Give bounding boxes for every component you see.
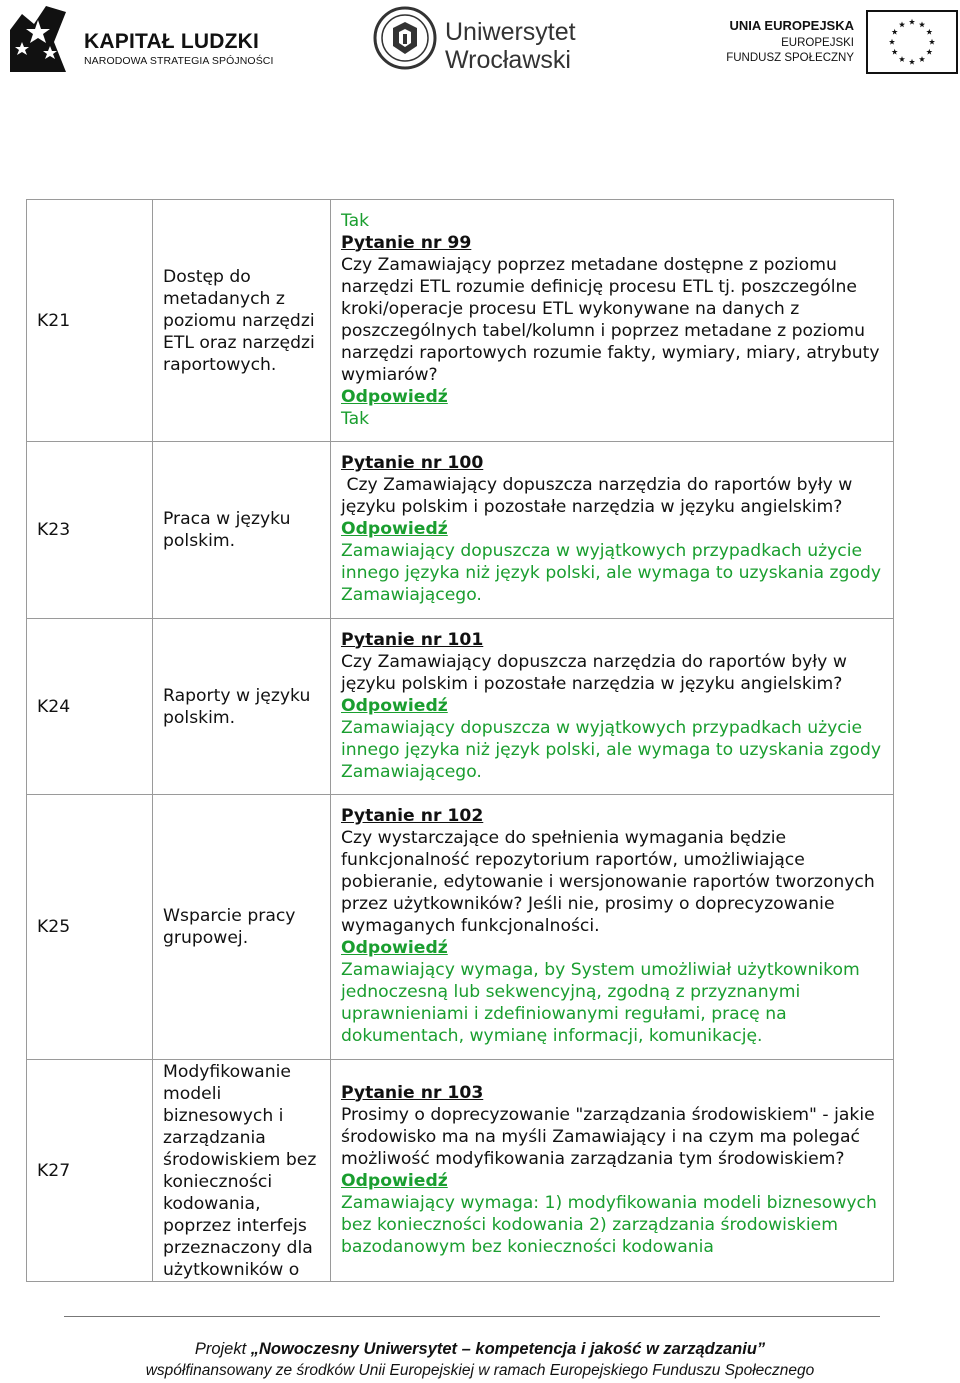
footer-divider xyxy=(64,1316,880,1317)
requirement-code: K25 xyxy=(27,795,153,1060)
question-text: Czy Zamawiający dopuszcza narzędzia do raportów były w języku polskim i pozostałe narzędzia w języku angielskim? xyxy=(341,651,847,694)
university-name-line2: Wrocławski xyxy=(445,46,571,74)
requirement-code: K21 xyxy=(27,200,153,442)
requirement-topic: Dostęp do metadanych z poziomu narzędzi ETL oraz narzędzi raportowych. xyxy=(153,200,331,442)
table-row xyxy=(27,1060,894,1282)
answer-label: Odpowiedź xyxy=(341,938,448,958)
qa-cell xyxy=(331,442,894,619)
eu-flag-icon xyxy=(866,10,958,74)
answer-label: Odpowiedź xyxy=(341,1170,448,1191)
footer-project xyxy=(0,1340,960,1359)
university-seal-icon xyxy=(373,6,437,70)
kapital-ludzki-mark-icon xyxy=(4,2,72,74)
table-row xyxy=(27,442,894,619)
table-row xyxy=(27,795,894,1060)
question-title: Pytanie nr 99 xyxy=(341,232,472,253)
footer-project-prefix: Projekt xyxy=(194,1340,251,1358)
answer-text: Zamawiający wymaga: 1) modyfikowania modeli biznesowych bez konieczności kodowania 2) zarządzania środowiskiem bazodanowym bez konieczności kodowania xyxy=(341,1192,877,1257)
lead-answer: Tak xyxy=(341,210,370,231)
eu-logo xyxy=(722,10,958,74)
question-text: Prosimy o doprecyzowanie "zarządzania środowiskiem" - jakie środowisko ma na myśli Zamawiający i na czym ma polegać możliwość modyfikowania zarządzania tym środowiskiem? xyxy=(341,1104,875,1169)
question-title: Pytanie nr 102 xyxy=(341,806,484,826)
kapital-ludzki-subtitle: NARODOWA STRATEGIA SPÓJNOŚCI xyxy=(84,55,274,67)
eu-line1: UNIA EUROPEJSKA xyxy=(729,18,854,33)
requirement-topic: Praca w języku polskim. xyxy=(153,442,331,619)
question-title: Pytanie nr 100 xyxy=(341,453,484,473)
answer-text: Tak xyxy=(341,408,370,429)
answer-label: Odpowiedź xyxy=(341,695,448,716)
answer-text: Zamawiający dopuszcza w wyjątkowych przypadkach użycie innego języka niż język polski, ale wymaga to uzyskania zgody Zamawiającego. xyxy=(341,541,882,605)
question-title: Pytanie nr 101 xyxy=(341,629,484,650)
university-name-line1: Uniwersytet xyxy=(445,18,576,46)
qa-cell xyxy=(331,1060,894,1282)
question-title: Pytanie nr 103 xyxy=(341,1082,484,1103)
requirement-code: K27 xyxy=(27,1060,153,1282)
eu-line2: EUROPEJSKI xyxy=(781,37,854,49)
footer-project-name: „Nowoczesny Uniwersytet – kompetencja i jakość w zarządzaniu” xyxy=(250,1340,766,1358)
eu-line3: FUNDUSZ SPOŁECZNY xyxy=(726,52,854,64)
qa-cell xyxy=(331,795,894,1060)
answer-label: Odpowiedź xyxy=(341,386,448,407)
qa-cell xyxy=(331,200,894,442)
question-text: Czy Zamawiający dopuszcza narzędzia do raportów były w języku polskim i pozostałe narzędzia w języku angielskim? xyxy=(341,475,858,517)
answer-label: Odpowiedź xyxy=(341,519,448,539)
footer-cofinance: współfinansowany ze środków Unii Europejskiej w ramach Europejskiego Funduszu Społecznego xyxy=(145,1362,815,1379)
answer-text: Zamawiający wymaga, by System umożliwiał użytkownikom jednoczesną lub sekwencyjną, zgodną z przyznanymi uprawnieniami i zdefiniowanymi regułami, pracę na dokumentach, wymianę informacji, komunikację. xyxy=(341,960,860,1046)
question-text: Czy wystarczające do spełnienia wymagania będzie funkcjonalność repozytorium raportów, umożliwiające pobieranie, edytowanie i wersjonowanie raportów tworzonych przez użytkowników? Jeśli nie, prosimy o doprecyzowanie wymaganych funkcjonalności. xyxy=(341,828,875,936)
qa-cell xyxy=(331,619,894,795)
table-row xyxy=(27,619,894,795)
kapital-ludzki-title: KAPITAŁ LUDZKI xyxy=(84,30,260,53)
requirement-topic: Wsparcie pracy grupowej. xyxy=(153,795,331,1060)
university-logo xyxy=(373,6,583,78)
requirement-topic: Raporty w języku polskim. xyxy=(153,619,331,795)
requirements-table xyxy=(26,199,894,1282)
kapital-ludzki-logo xyxy=(4,2,274,74)
requirement-code: K24 xyxy=(27,619,153,795)
requirement-topic: Modyfikowanie modeli biznesowych i zarządzania środowiskiem bez konieczności kodowania, poprzez interfejs przeznaczony dla użytkowników o xyxy=(153,1060,331,1282)
table-row xyxy=(27,200,894,442)
requirement-code: K23 xyxy=(27,442,153,619)
question-text: Czy Zamawiający poprzez metadane dostępne z poziomu narzędzi ETL rozumie definicję procesu ETL tj. poszczególne kroki/operacje procesu ETL wykonywane na danych z poszczególnych tabel/kolumn i poprzez metadane z poziomu narzędzi raportowych rozumie fakty, wymiary, miary, atrybuty wymiarów? xyxy=(341,254,880,385)
answer-text: Zamawiający dopuszcza w wyjątkowych przypadkach użycie innego języka niż język polski, ale wymaga to uzyskania zgody Zamawiającego. xyxy=(341,717,882,782)
